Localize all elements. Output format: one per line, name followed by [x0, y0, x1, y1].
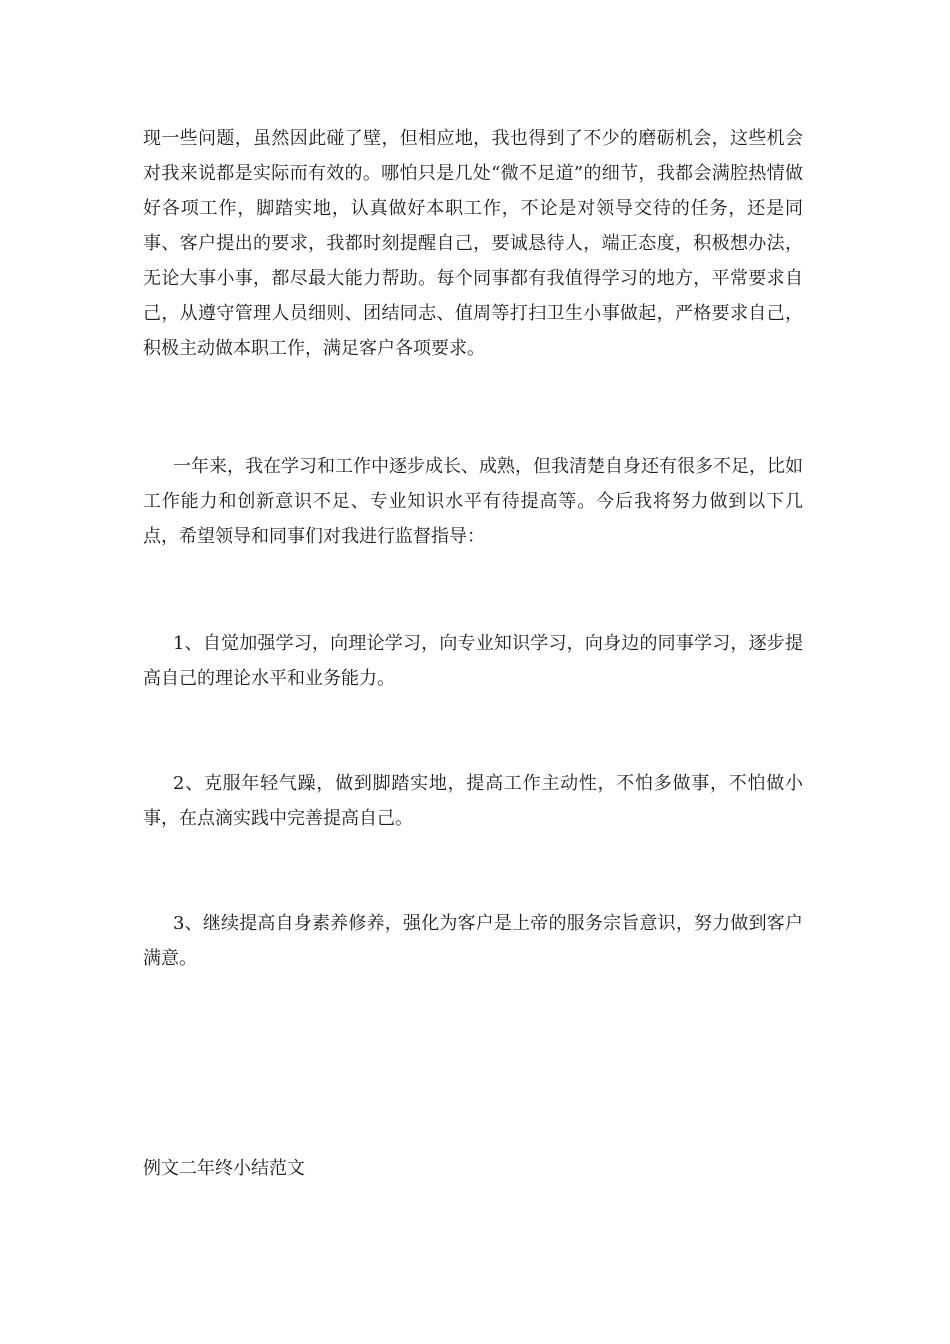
- paragraph-year-summary: 一年来，我在学习和工作中逐步成长、成熟，但我清楚自身还有很多不足，比如工作能力和创新意识不足、专业知识水平有待提高等。今后我将努力做到以下几点，希望领导和同事们对我进行监督指导：: [143, 456, 803, 547]
- list-item-2: 2、克服年轻气躁，做到脚踏实地，提高工作主动性，不怕多做事，不怕做小事，在点滴实践中完善提高自己。: [143, 773, 803, 829]
- list-item-3: 3、继续提高自身素养修养，强化为客户是上帝的服务宗旨意识，努力做到客户满意。: [143, 913, 803, 969]
- section-heading: 例文二年终小结范文: [143, 1158, 305, 1179]
- paragraph-continuation: 现一些问题，虽然因此碰了壁，但相应地，我也得到了不少的磨砺机会，这些机会对我来说都是实际而有效的。哪怕只是几处“微不足道”的细节，我都会满腔热情做好各项工作，脚踏实地，认真做好本职工作，不论是对领导交待的任务，还是同事、客户提出的要求，我都时刻提醒自己，要诚恳待人，端正态度，积极想办法，无论大事小事，都尽最大能力帮助。每个同事都有我值得学习的地方，平常要求自己，从遵守管理人员细则、团结同志、值周等打扫卫生小事做起，严格要求自己，积极主动做本职工作，满足客户各项要求。: [143, 128, 803, 359]
- list-item-1: 1、自觉加强学习，向理论学习，向专业知识学习，向身边的同事学习，逐步提高自己的理论水平和业务能力。: [143, 633, 803, 689]
